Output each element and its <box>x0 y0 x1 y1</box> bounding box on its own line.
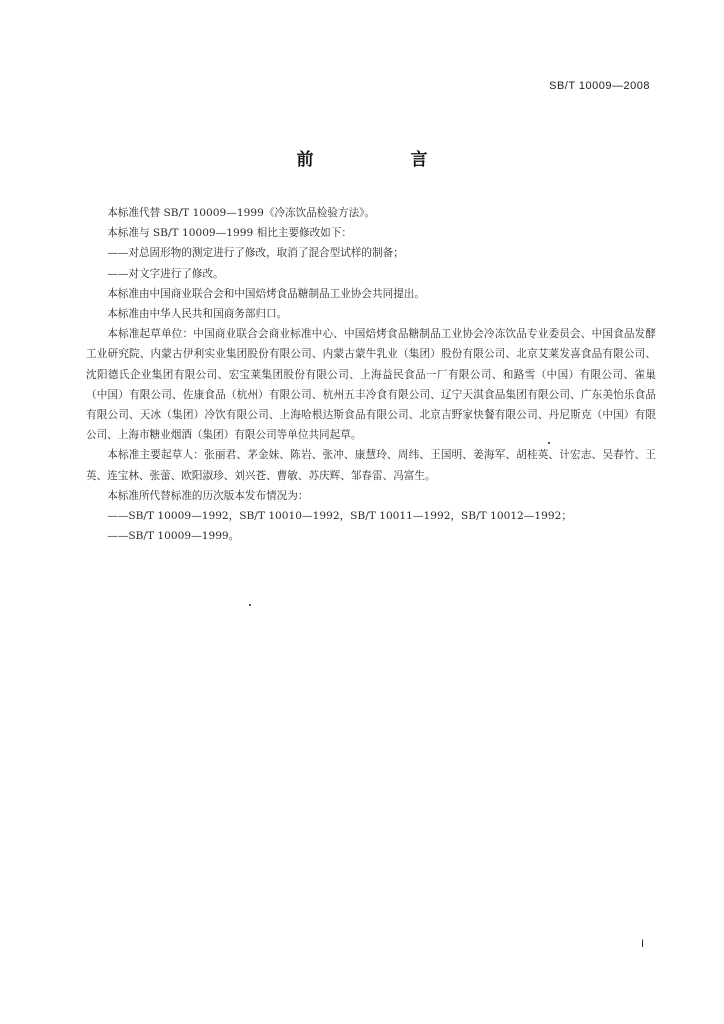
paragraph-replaces: 本标准代替 SB/T 10009—1999《冷冻饮品检验方法》。 <box>107 207 376 219</box>
paragraph-history-intro: 本标准所代替标准的历次版本发布情况为： <box>107 489 309 502</box>
paragraph-under-jurisdiction: 本标准由中华人民共和国商务部归口。 <box>107 308 288 321</box>
scan-speck <box>548 442 550 444</box>
foreword-body <box>86 203 656 546</box>
paragraph-history-item-2: ——SB/T 10009—1999。 <box>107 530 240 543</box>
paragraph-change-item-2: ——对文字进行了修改。 <box>107 267 224 280</box>
paragraph-changes-intro: 本标准与 SB/T 10009—1999 相比主要修改如下： <box>107 227 352 240</box>
paragraph-drafting-units: 本标准起草单位：中国商业联合会商业标准中心、中国焙烤食品糖制品工业协会冷冻饮品专业委员会、中国食品发酵工业研究院、内蒙古伊利实业集团股份有限公司、内蒙古蒙牛乳业（集团）股份有限公司、北京艾莱发喜食品有限公司、沈阳德氏企业集团有限公司、宏宝莱集团股份有限公司、上海益民食品一厂有限公司、和路雪（中国）有限公司、雀巢（中国）有限公司、佐康食品（杭州）有限公司、杭州五丰冷食有限公司、辽宁天淇食品集团有限公司、广东美怡乐食品有限公司、天冰（集团）冷饮有限公司、上海哈根达斯食品有限公司、北京吉野家快餐有限公司、丹尼斯克（中国）有限公司、上海市糖业烟酒（集团）有限公司等单位共同起草。 <box>86 328 656 442</box>
standard-code: SB/T 10009—2008 <box>549 80 650 92</box>
paragraph-change-item-1: ——对总固形物的测定进行了修改，取消了混合型试样的制备； <box>107 247 404 260</box>
page-number: I <box>640 938 644 950</box>
scan-speck <box>249 604 251 606</box>
page-title: 前 言 <box>296 150 468 170</box>
paragraph-drafters: 本标准主要起草人：张丽君、茅金妹、陈岩、张冲、康慧玲、周纬、王国明、姜海军、胡桂英、计宏志、吴春竹、王英、连宝林、张蕾、欧阳淑珍、刘兴苍、曹敏、苏庆辉、邹春雷、冯富生。 <box>86 449 656 482</box>
paragraph-history-item-1: ——SB/T 10009—1992，SB/T 10010—1992，SB/T 10011—1992，SB/T 10012—1992； <box>107 510 572 523</box>
paragraph-proposed-by: 本标准由中国商业联合会和中国焙烤食品糖制品工业协会共同提出。 <box>107 287 425 300</box>
